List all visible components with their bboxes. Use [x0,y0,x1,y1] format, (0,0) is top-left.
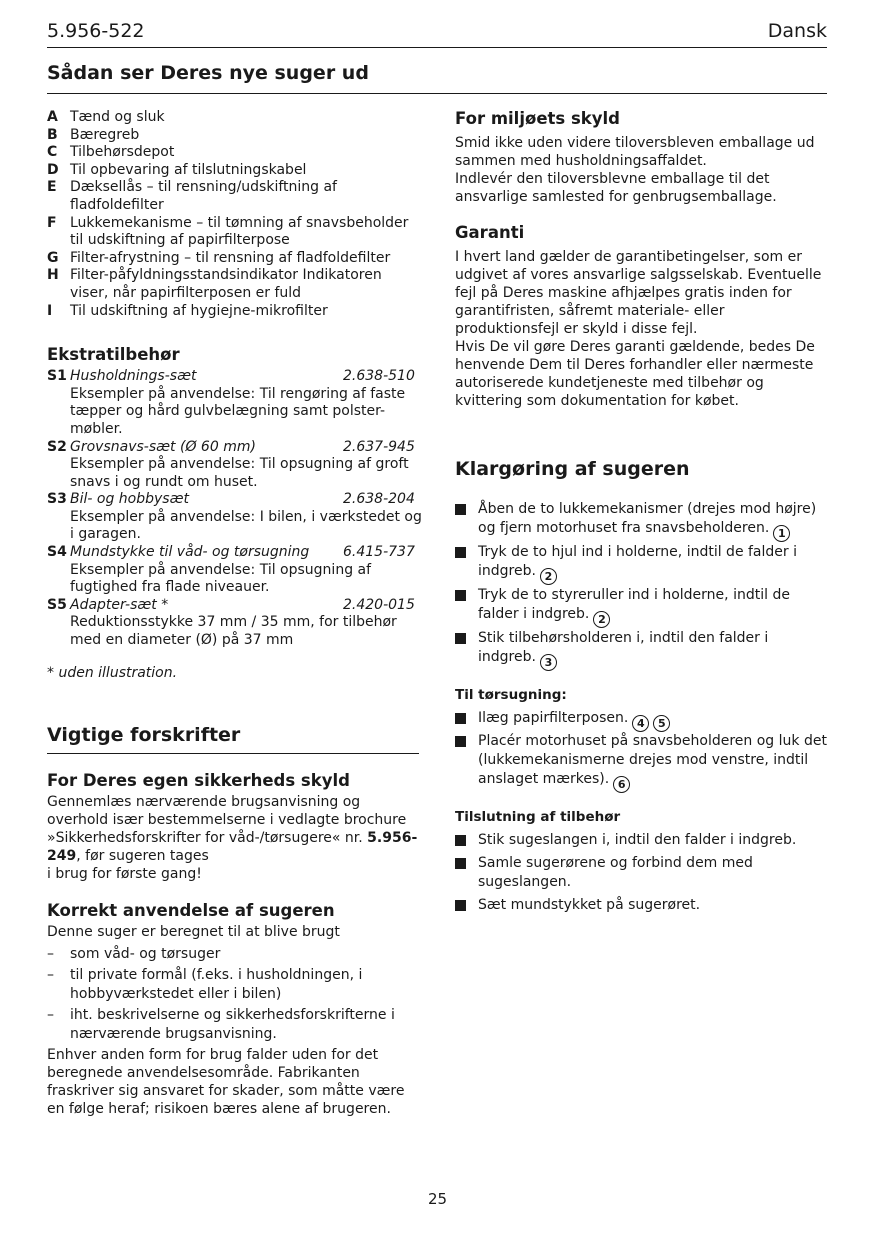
preparation-steps [455,500,830,667]
accessory-connection-steps [455,831,830,915]
bullet-square-icon [455,858,466,869]
figure-ref: 4 [632,715,649,732]
title-rule [47,93,827,94]
list-item: – som våd- og tørsuger [47,945,221,962]
figure-ref: 5 [653,715,670,732]
list-item: Stik sugeslangen i, indtil den falder i indgreb. [455,831,830,850]
correct-use-intro: Denne suger er beregnet til at blive brugt [47,923,340,940]
accessories-footnote: * uden illustration. [47,664,178,681]
bullet-square-icon [455,900,466,911]
accessory-item: S3 Bil- og hobbysæt 2.638-204 Eksempler på anvendelse: I bilen, i værkstedet og i garagen. [47,491,422,543]
guarantee-heading: Garanti [455,223,525,242]
accessory-item: S5 Adapter-sæt * 2.420-015 Reduktionsstykke 37 mm / 35 mm, for tilbehør med en diameter (Ø) på 37 mm [47,596,415,649]
list-item: – til private formål (f.eks. i husholdningen, i hobbyværkstedet eller i bilen) [47,967,363,1002]
header-rule [47,47,827,48]
parts-list [47,109,422,320]
part-item: C Tilbehørsdepot [47,144,175,161]
list-item: Stik tilbehørsholderen i, indtil den falder i indgreb. 3 [455,629,830,667]
page-number: 25 [427,1190,448,1208]
safety-text: Gennemlæs nærværende brugsanvisning og overhold især bestemmelserne i vedlagte brochure »Sikkerhedsforskrifter for våd-/tørsugere« nr. 5.956-249, før sugeren tages i brug for første gang! [47,793,418,882]
dry-suction-steps [455,709,830,789]
right-column [455,109,830,919]
important-heading: Vigtige forskrifter [47,723,241,746]
dry-suction-heading: Til tørsugning: [455,687,567,703]
guarantee-text-2: Hvis De vil gøre Deres garanti gældende, bedes De henvende Dem til Deres forhandler eller nærmeste autoriserede kundetjeneste med tilbehør og kvittering som dokumentation for købet. [455,339,815,409]
part-item: E Dæksellås – til rensning/udskiftning af fladfoldefilter [47,179,337,213]
figure-ref: 2 [540,568,557,585]
bullet-square-icon [455,736,466,747]
environment-heading: For miljøets skyld [455,109,620,128]
part-item: D Til opbevaring af tilslutningskabel [47,161,307,178]
accessories-heading: Ekstratilbehør [47,345,180,365]
bullet-square-icon [455,835,466,846]
list-item: Åben de to lukkemekanismer (drejes mod højre) og fjern motorhuset fra snavsbeholderen. 1 [455,500,830,538]
preparation-heading: Klargøring af sugeren [455,458,690,480]
figure-ref: 6 [613,776,630,793]
figure-ref: 3 [540,654,557,671]
list-item: Tryk de to styreruller ind i holderne, indtil de falder i indgreb. 2 [455,586,830,624]
bullet-square-icon [455,547,466,558]
environment-text-2: Indlevér den tiloversblevne emballage til det ansvarlige samlested for genbrugsemballage. [455,171,777,205]
list-item: Samle sugerørene og forbind dem med sugeslangen. [455,854,830,892]
doc-number: 5.956-522 [47,20,145,42]
safety-heading: For Deres egen sikkerheds skyld [47,770,350,790]
correct-use-heading: Korrekt anvendelse af sugeren [47,900,335,920]
accessories-list [47,368,422,650]
accessory-item: S1 Husholdnings-sæt 2.638-510 Eksempler på anvendelse: Til rengøring af faste tæpper og hård gulvbelægning samt polster-møbler. [47,368,415,437]
part-item: G Filter-afrystning – til rensning af fladfoldefilter [47,249,391,266]
part-item: F Lukkemekanisme – til tømning af snavsbeholder til udskiftning af papirfilterpose [47,214,409,249]
bullet-square-icon [455,504,466,515]
language-label: Dansk [767,20,827,42]
bullet-square-icon [455,590,466,601]
accessory-connection-heading: Tilslutning af tilbehør [455,809,621,825]
correct-use-outro: Enhver anden form for brug falder uden for det beregnede anvendelsesområde. Fabrikanten fraskriver sig ansvaret for skader, som måtte være en følge heraf; risikoen bæres alene af brugeren. [47,1047,405,1118]
bullet-square-icon [455,633,466,644]
list-item: Sæt mundstykket på sugerøret. [455,896,830,915]
list-item: Ilæg papirfilterposen. 4 5 [455,709,830,728]
part-item: A Tænd og sluk [47,109,165,125]
figure-ref: 2 [593,611,610,628]
bullet-square-icon [455,713,466,724]
part-item: I Til udskiftning af hygiejne-mikrofilter [47,302,328,319]
guarantee-text-1: I hvert land gælder de garantibetingelser, som er udgivet af vores ansvarlige salgsselskab. Eventuelle fejl på Deres maskine afhjælpes gratis inden for garantifristen, såfremt materiale- eller produktionsfejl er skyld i disse fejl. [455,249,822,337]
correct-use-list [47,945,422,1044]
accessory-item: S4 Mundstykke til våd- og tørsugning 6.415-737 Eksempler på anvendelse: Til opsugning af fugtighed fra flade niveauer. [47,544,415,596]
list-item: Placér motorhuset på snavsbeholderen og luk det (lukkemekanismerne drejes mod venstre, indtil anslaget mærkes). 6 [455,732,830,789]
list-item: – iht. beskrivelserne og sikkerhedsforskrifterne i nærværende brugsanvisning. [47,1007,395,1042]
page-title: Sådan ser Deres nye suger ud [47,62,369,84]
important-rule [47,753,419,754]
list-item: Tryk de to hjul ind i holderne, indtil de falder i indgreb. 2 [455,543,830,581]
figure-ref: 1 [773,525,790,542]
environment-text-1: Smid ikke uden videre tiloversbleven emballage ud sammen med husholdningsaffaldet. [455,135,815,169]
part-item: H Filter-påfyldningsstandsindikator Indikatoren viser, når papirfilterposen er fuld [47,267,382,301]
part-item: B Bæregreb [47,126,140,143]
accessory-item: S2 Grovsnavs-sæt (Ø 60 mm) 2.637-945 Eksempler på anvendelse: Til opsugning af groft snavs i og rundt om huset. [47,438,415,490]
left-column [47,109,422,1118]
